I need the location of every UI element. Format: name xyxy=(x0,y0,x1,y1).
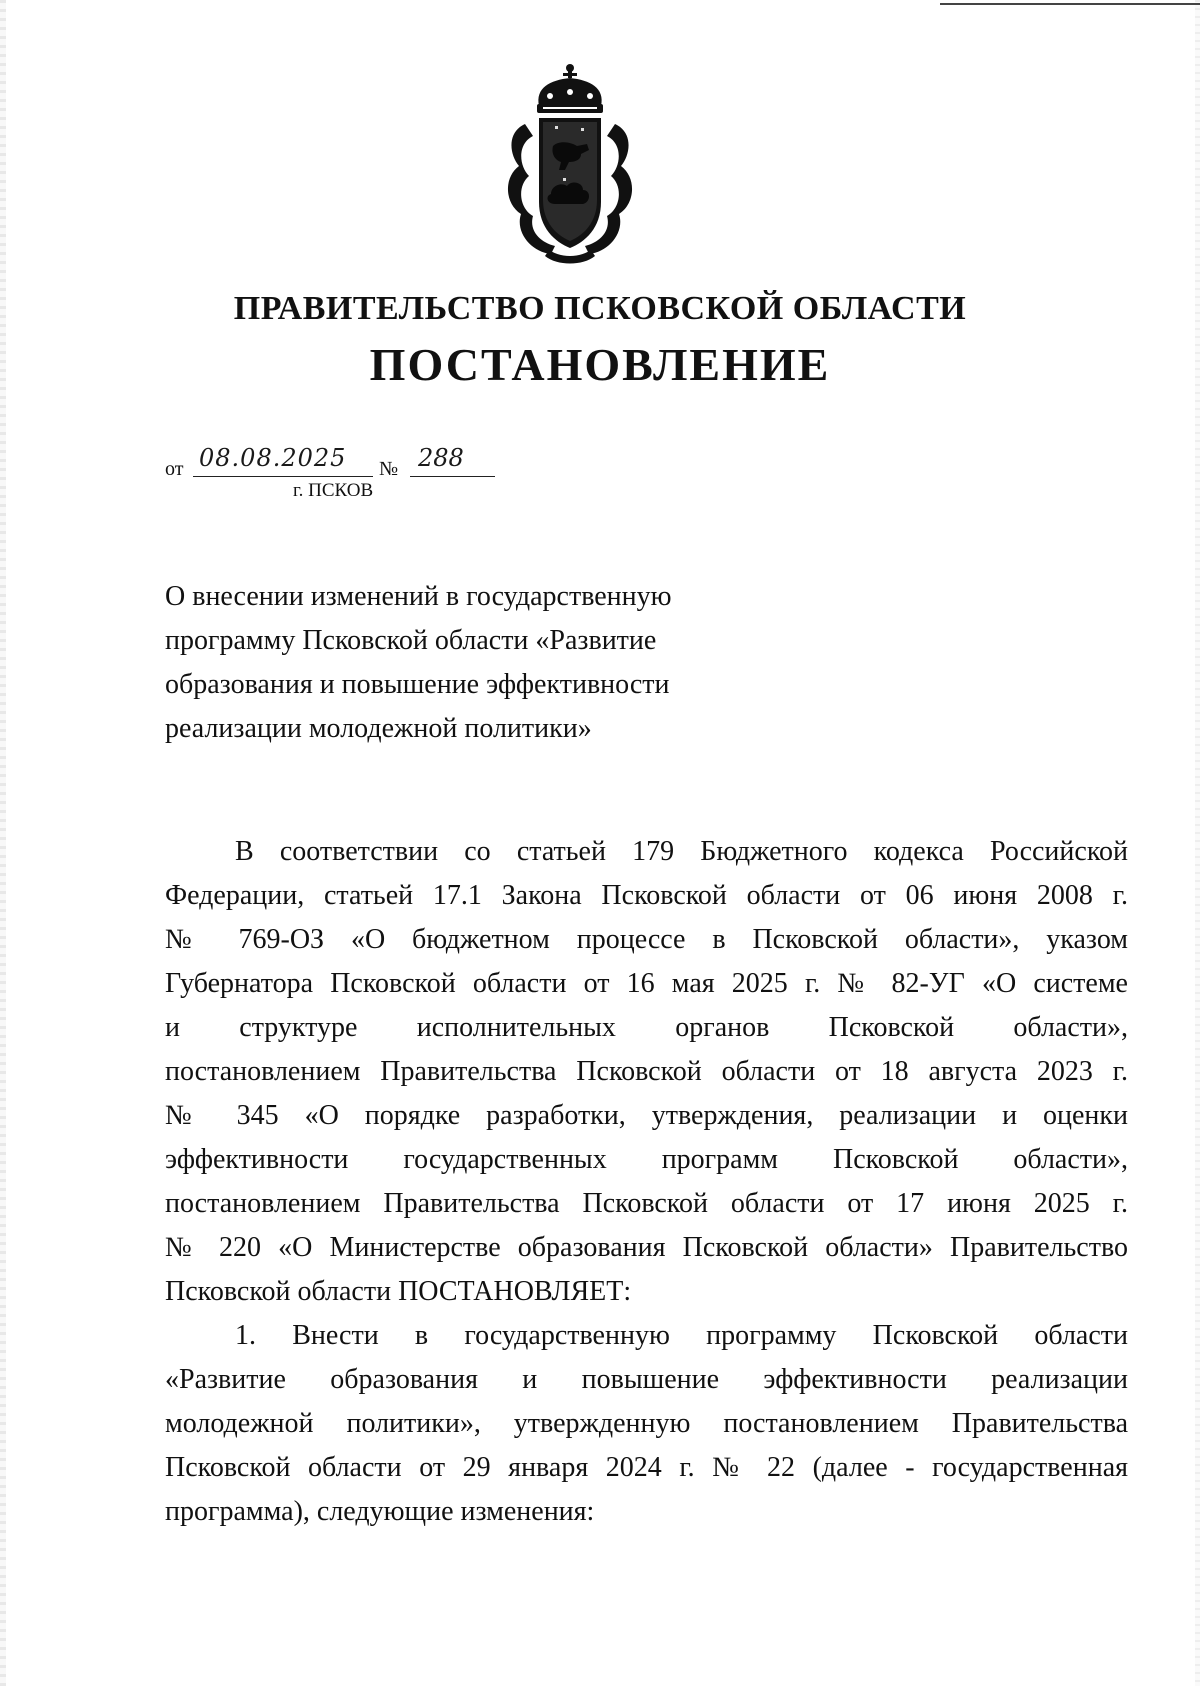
scan-edge-right xyxy=(1195,0,1200,1686)
body-line: программа), следующие изменения: xyxy=(165,1496,595,1527)
date-field xyxy=(193,444,373,477)
subject-line: О внесении изменений в государственную xyxy=(165,581,672,612)
body-line: эффективности государственных программ Псковской области», xyxy=(165,1144,1128,1175)
city-label: г. ПСКОВ xyxy=(293,480,374,501)
pskov-region-coat-of-arms-icon xyxy=(495,62,645,267)
document-body xyxy=(165,830,1128,1534)
body-line: Псковской области от 29 января 2024 г. № 22 (далее - государственная xyxy=(165,1452,1128,1483)
body-line: Псковской области ПОСТАНОВЛЯЕТ: xyxy=(165,1276,632,1307)
handwritten-date: 08.08.2025 xyxy=(199,444,347,472)
date-number-block xyxy=(165,444,685,501)
body-line: молодежной политики», утвержденную постановлением Правительства xyxy=(165,1408,1128,1439)
organization-title: ПРАВИТЕЛЬСТВО ПСКОВСКОЙ ОБЛАСТИ xyxy=(233,290,967,327)
document-type-title: ПОСТАНОВЛЕНИЕ xyxy=(369,339,831,390)
body-line: «Развитие образования и повышение эффективности реализации xyxy=(165,1364,1128,1395)
handwritten-number: 288 xyxy=(418,444,464,472)
body-line: Губернатора Псковской области от 16 мая 2025 г. № 82-УГ «О системе xyxy=(165,968,1128,999)
subject-line: реализации молодежной политики» xyxy=(165,713,592,744)
number-prefix: № xyxy=(379,458,399,480)
date-prefix: от xyxy=(165,458,184,480)
document-subject xyxy=(165,575,725,751)
subject-line: программу Псковской области «Развитие xyxy=(165,625,657,656)
body-line: № 769-ОЗ «О бюджетном процессе в Псковской области», указом xyxy=(165,924,1128,955)
body-line: В соответствии со статьей 179 Бюджетного кодекса Российской xyxy=(235,836,1128,867)
number-field xyxy=(410,444,495,477)
body-line: постановлением Правительства Псковской области от 17 июня 2025 г. xyxy=(165,1188,1128,1219)
scan-top-line xyxy=(940,3,1200,5)
body-line: № 220 «О Министерстве образования Псковской области» Правительство xyxy=(165,1232,1128,1263)
body-line: Федерации, статьей 17.1 Закона Псковской области от 06 июня 2008 г. xyxy=(165,880,1128,911)
scan-edge-left xyxy=(0,0,6,1686)
body-line: 1. Внести в государственную программу Псковской области xyxy=(235,1320,1128,1351)
body-line: № 345 «О порядке разработки, утверждения, реализации и оценки xyxy=(165,1100,1128,1131)
body-line: и структуре исполнительных органов Псковской области», xyxy=(165,1012,1128,1043)
subject-line: образования и повышение эффективности xyxy=(165,669,670,700)
body-line: постановлением Правительства Псковской области от 18 августа 2023 г. xyxy=(165,1056,1128,1087)
